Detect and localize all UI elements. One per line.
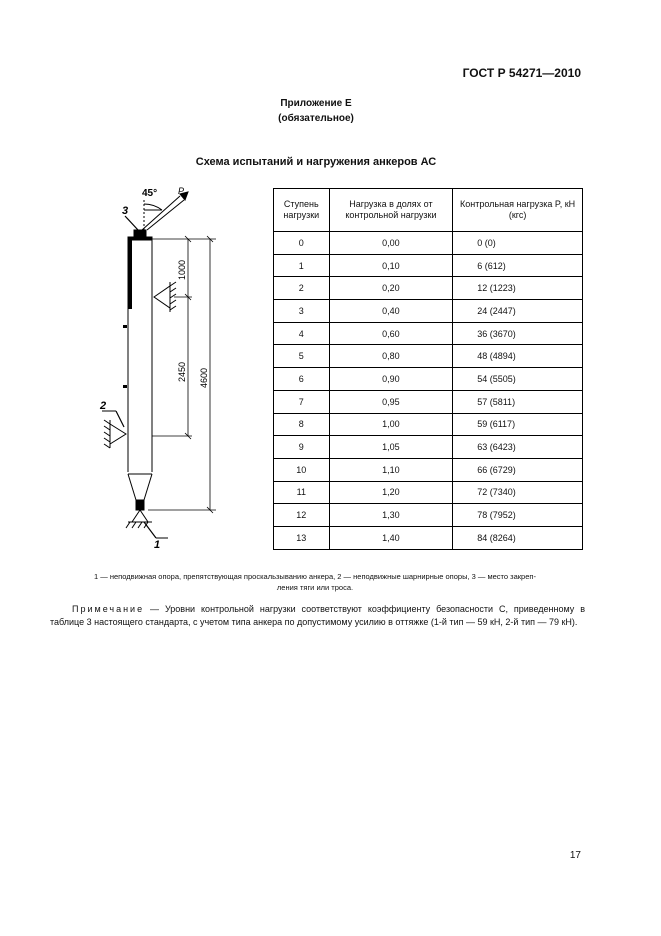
table-row: [274, 254, 583, 277]
appendix-title: Приложение Е: [280, 98, 352, 109]
col-load-header: Контрольная нагрузка P, кН (кгс): [453, 189, 583, 232]
step-cell: 5: [274, 345, 330, 368]
load-cell: 24 (2447): [453, 300, 583, 323]
step-cell: 7: [274, 390, 330, 413]
step-cell: 9: [274, 436, 330, 459]
step-cell: 13: [274, 526, 330, 549]
fraction-cell: 0,20: [329, 277, 453, 300]
fraction-cell: 1,05: [329, 436, 453, 459]
fraction-cell: 0,95: [329, 390, 453, 413]
appendix-subtitle: (обязательное): [278, 113, 354, 124]
load-cell: 72 (7340): [453, 481, 583, 504]
fraction-cell: 1,30: [329, 504, 453, 527]
anchor-test-drawing: [92, 182, 227, 557]
table-row: [274, 458, 583, 481]
dim-1000: 1000: [177, 259, 187, 280]
step-cell: 8: [274, 413, 330, 436]
load-cell: 0 (0): [453, 232, 583, 255]
table-row: [274, 481, 583, 504]
table-row: [274, 232, 583, 255]
step-cell: 10: [274, 458, 330, 481]
table-row: [274, 390, 583, 413]
step-cell: 0: [274, 232, 330, 255]
appendix-heading: [0, 96, 632, 126]
page-number: 17: [569, 850, 581, 861]
legend-line-1: 1 — неподвижная опора, препятствующая проскальзыванию анкера, 2 — неподвижные шарнирные опоры, 3 — место закреп-: [94, 572, 536, 581]
load-cell: 54 (5505): [453, 368, 583, 391]
dim-4600: 4600: [199, 367, 209, 388]
table-row: [274, 300, 583, 323]
fixed-support-bottom: [126, 500, 152, 528]
step-cell: 3: [274, 300, 330, 323]
step-cell: 4: [274, 322, 330, 345]
load-cell: 63 (6423): [453, 436, 583, 459]
load-cell: 78 (7952): [453, 504, 583, 527]
figure-legend: [40, 571, 590, 593]
load-cell: 36 (3670): [453, 322, 583, 345]
load-steps-table: [273, 188, 583, 550]
legend-line-2: ления тяги или троса.: [276, 583, 354, 592]
callout-2: 2: [100, 400, 107, 412]
load-cell: 84 (8264): [453, 526, 583, 549]
force-label: P: [178, 186, 185, 196]
col-fraction-header: Нагрузка в долях от контрольной нагрузки: [329, 189, 453, 232]
hinge-support-right: [154, 282, 176, 312]
note-text: — Уровни контрольной нагрузки соответствуют коэффициенту безопасности С, приведенному в таблице 3 настоящего стандарта, с учетом типа анкера по допустимому усилию в оттяжке (1-й тип — 59 кН, 2-й тип — 79 кН).: [50, 604, 585, 627]
anchor-head: [128, 230, 152, 240]
standard-code: ГОСТ Р 54271—2010: [462, 66, 581, 80]
table-row: [274, 322, 583, 345]
load-cell: 66 (6729): [453, 458, 583, 481]
figure-title: Схема испытаний и нагружения анкеров АС: [195, 156, 437, 168]
angle-label: 45°: [142, 188, 158, 199]
shaft-tick: [123, 325, 127, 328]
load-cell: 48 (4894): [453, 345, 583, 368]
load-cell: 57 (5811): [453, 390, 583, 413]
step-cell: 2: [274, 277, 330, 300]
table-row: [274, 277, 583, 300]
load-cell: 59 (6117): [453, 413, 583, 436]
fraction-cell: 0,00: [329, 232, 453, 255]
step-cell: 6: [274, 368, 330, 391]
table-row: [274, 345, 583, 368]
table-row: [274, 526, 583, 549]
table-row: [274, 436, 583, 459]
table-body: [274, 232, 583, 550]
table-row: [274, 368, 583, 391]
dim-2450: 2450: [177, 361, 187, 382]
fraction-cell: 0,40: [329, 300, 453, 323]
fraction-cell: 1,00: [329, 413, 453, 436]
fraction-cell: 0,90: [329, 368, 453, 391]
shaft-tick: [123, 385, 127, 388]
col-step-header: Ступень нагрузки: [274, 189, 330, 232]
note-paragraph: [50, 603, 585, 629]
fraction-cell: 0,60: [329, 322, 453, 345]
step-cell: 1: [274, 254, 330, 277]
callout-1: 1: [154, 539, 161, 551]
fraction-cell: 1,20: [329, 481, 453, 504]
fraction-cell: 0,80: [329, 345, 453, 368]
note-prefix: Примечание: [72, 604, 145, 614]
callout-3: 3: [122, 205, 129, 217]
load-cell: 12 (1223): [453, 277, 583, 300]
table-row: [274, 504, 583, 527]
shaft-edge-band: [128, 239, 132, 309]
fraction-cell: 0,10: [329, 254, 453, 277]
fraction-cell: 1,40: [329, 526, 453, 549]
fraction-cell: 1,10: [329, 458, 453, 481]
table-header-row: [274, 189, 583, 232]
step-cell: 12: [274, 504, 330, 527]
load-cell: 6 (612): [453, 254, 583, 277]
table-row: [274, 413, 583, 436]
step-cell: 11: [274, 481, 330, 504]
